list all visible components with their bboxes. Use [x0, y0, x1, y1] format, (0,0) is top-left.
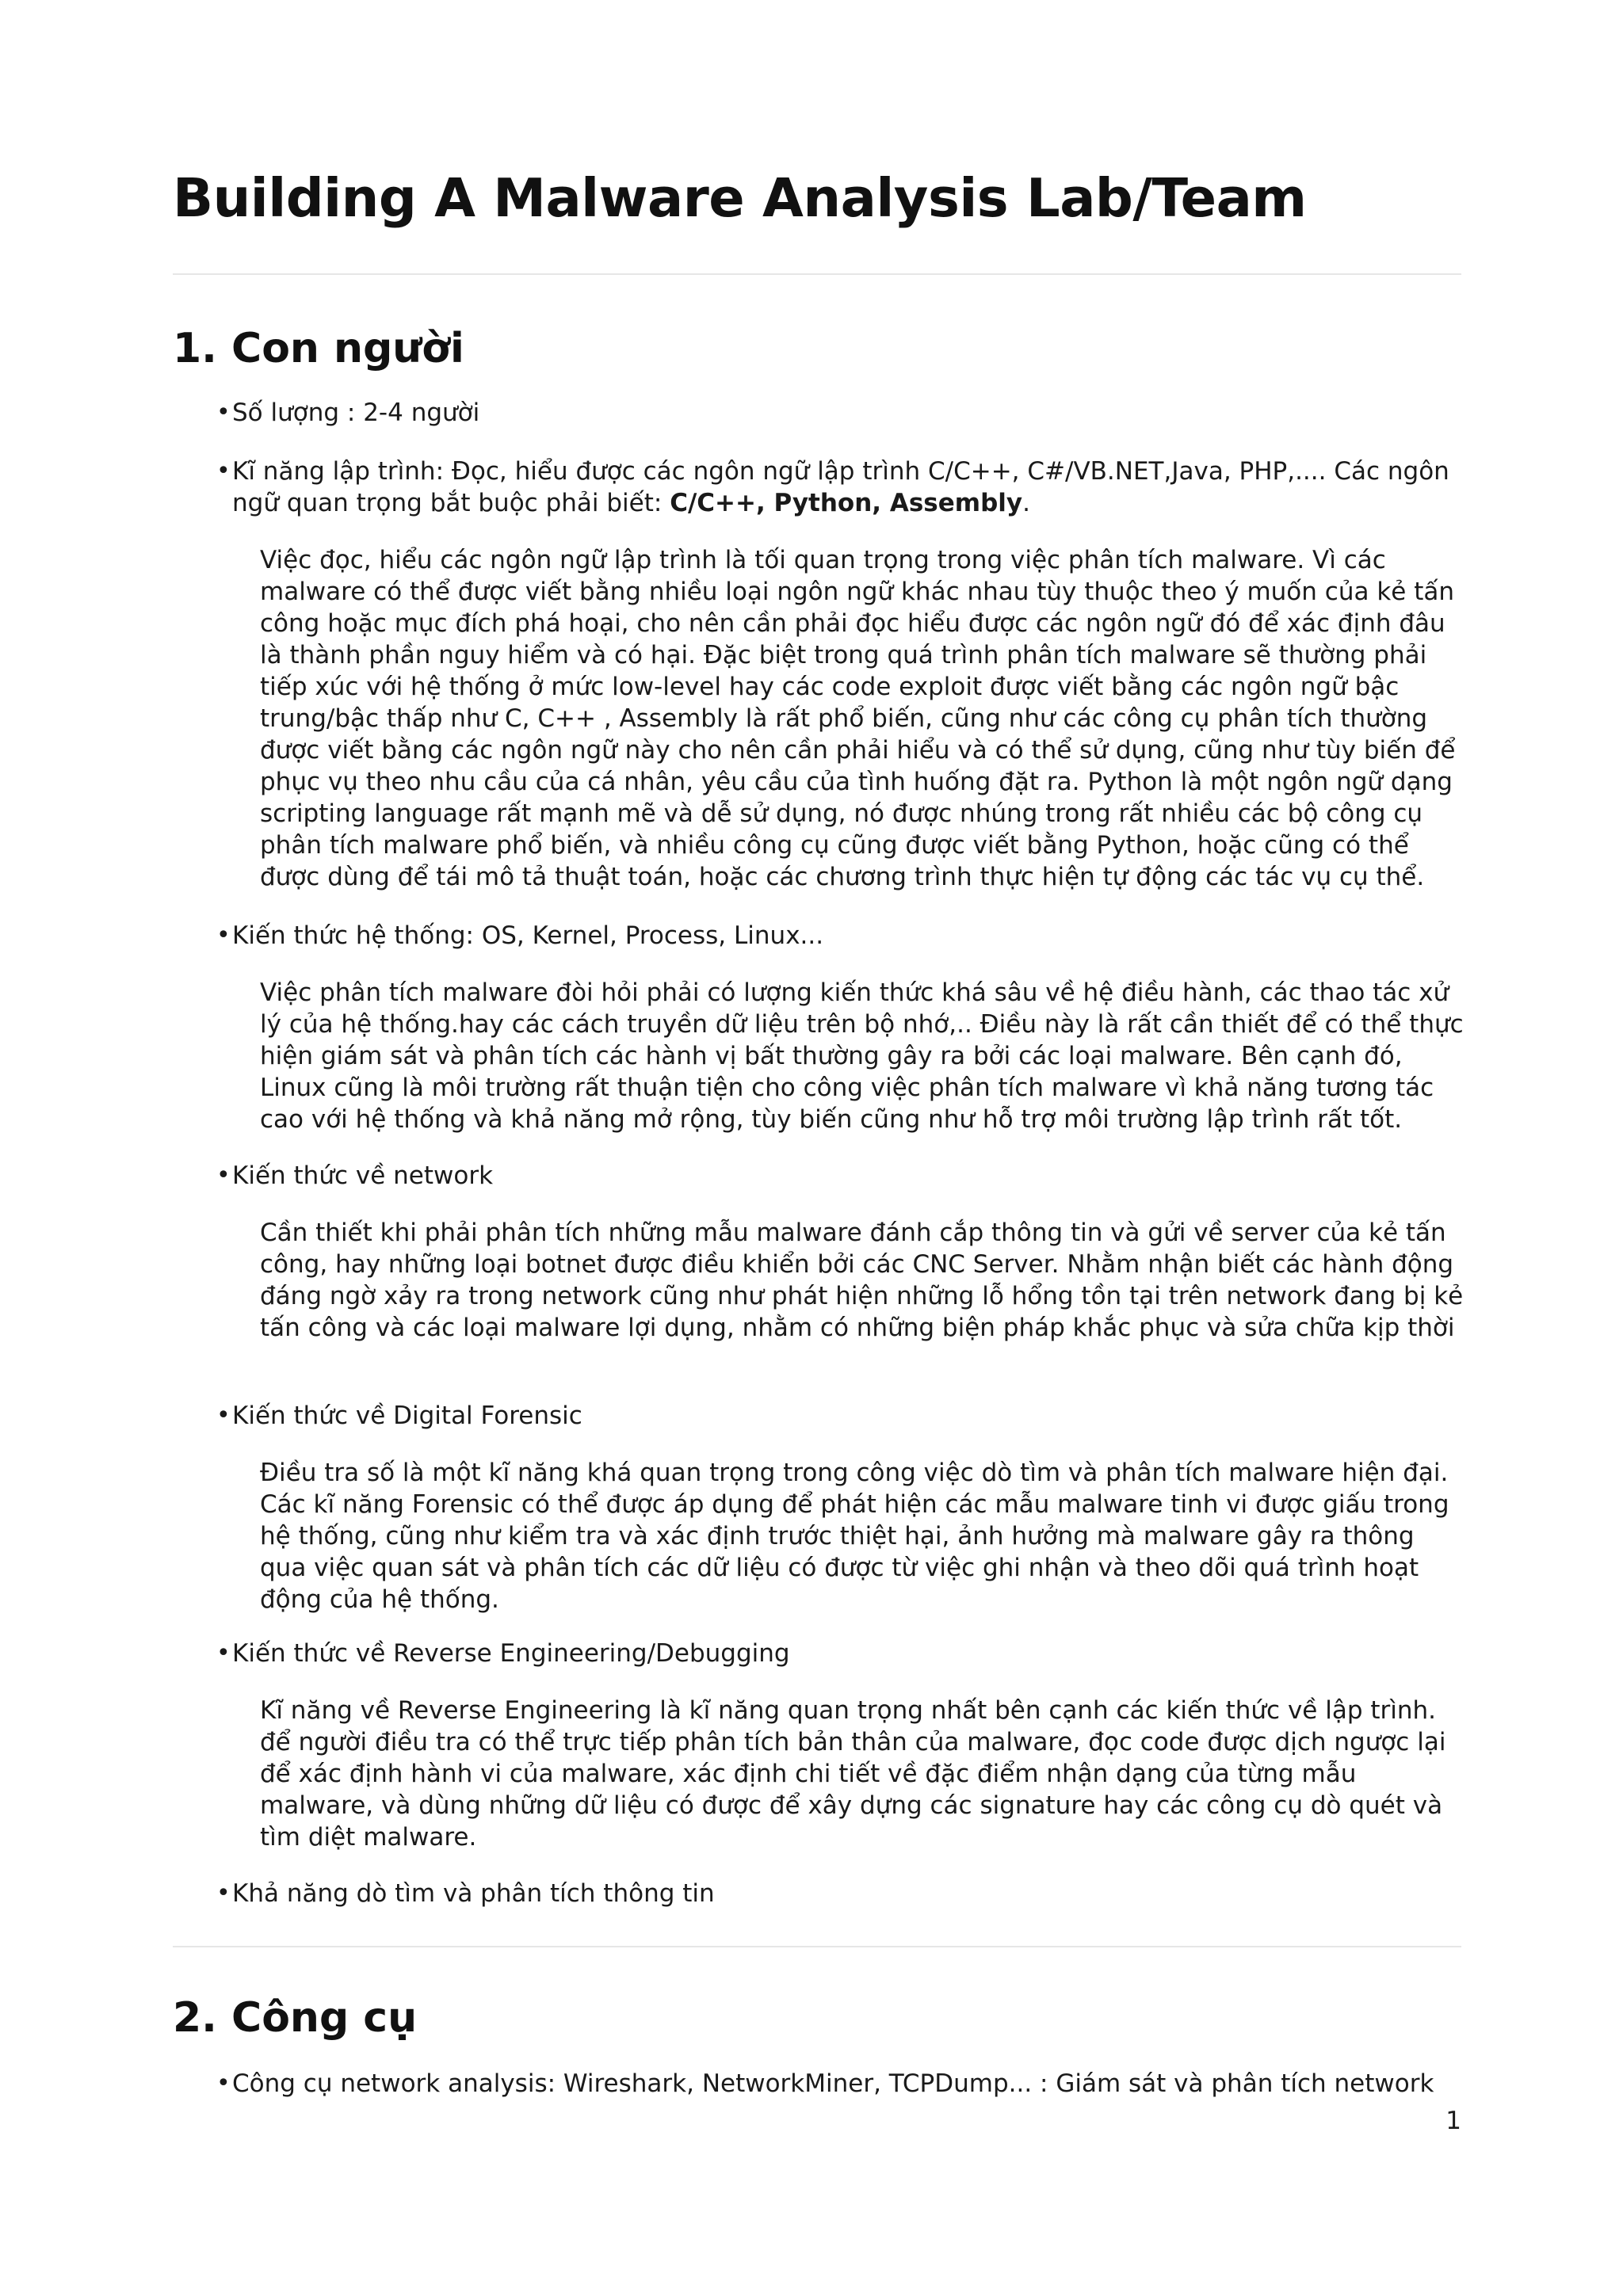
list-item — [216, 456, 1468, 519]
title-divider — [173, 273, 1461, 275]
list-item-text — [232, 456, 1468, 519]
list-item-text: Công cụ network analysis: Wireshark, NetworkMiner, TCPDump... : Giám sát và phân tích network — [232, 2069, 1434, 2098]
paragraph-system-knowledge: Việc phân tích malware đòi hỏi phải có lượng kiến thức khá sâu về hệ điều hành, các thao tác xử lý của hệ thống.hay các cách truyền dữ liệu trên bộ nhớ,.. Điều này là rất cần thiết để có thể thực hiện giám sát và phân tích các hành vị bất thường gây ra bởi các loại malware. Bên cạnh đó, Linux cũng là môi trường rất thuận tiện cho công việc phân tích malware vì khả năng tương tác cao với hệ thống và khả năng mở rộng, tùy biến cũng như hỗ trợ môi trường lập trình rất tốt. — [260, 978, 1464, 1134]
list-item — [216, 920, 1468, 952]
paragraph-reverse-engineering: Kĩ năng về Reverse Engineering là kĩ năng quan trọng nhất bên cạnh các kiến thức về lập trình. để người điều tra có thể trực tiếp phân tích bản thân của malware, đọc code được dịch ngược lại để xác định hành vi của malware, xác định chi tiết về đặc điểm nhận dạng của từng mẫu malware, và dùng những dữ liệu có được để xây dựng các signature hay các công cụ dò quét và tìm diệt malware. — [260, 1696, 1446, 1852]
list-item-text: Kiến thức về network — [232, 1161, 494, 1190]
bullet-icon: • — [216, 1402, 231, 1429]
list-item — [216, 1638, 1468, 1669]
list-item-text: Kiến thức về Digital Forensic — [232, 1402, 582, 1430]
bullet-icon: • — [216, 2069, 231, 2097]
list-item — [216, 1160, 1468, 1192]
section-divider — [173, 1946, 1461, 1947]
list-item-text: Khả năng dò tìm và phân tích thông tin — [232, 1879, 715, 1908]
list-item-text: Kiến thức hệ thống: OS, Kernel, Process, Linux... — [232, 921, 824, 950]
paragraph-programming-skills: Việc đọc, hiểu các ngôn ngữ lập trình là tối quan trọng trong việc phân tích malware. Vì các malware có thể được viết bằng nhiều loại ngôn ngữ khác nhau tùy thuộc theo ý muốn của kẻ tấn công hoặc mục đích phá hoại, cho nên cần phải đọc hiểu được các ngôn ngữ đó để xác định đâu là thành phần nguy hiểm và có hại. Đặc biệt trong quá trình phân tích malware sẽ thường phải tiếp xúc với hệ thống ở mức low-level hay các code exploit được viết bằng các ngôn ngữ bậc trung/bậc thấp như C, C++ , Assembly là rất phổ biến, cũng như các công cụ phân tích thường được viết bằng các ngôn ngữ này cho nên cần phải hiểu và có thể sử dụng, cũng như tùy biến để phục vụ theo nhu cầu của cá nhân, yêu cầu của tình huống đặt ra. Python là một ngôn ngữ dạng scripting language rất mạnh mẽ và dễ sử dụng, nó được nhúng trong rất nhiều các bộ công cụ phân tích malware phổ biến, và nhiều công cụ cũng được viết bằng Python, hoặc cũng có thể được dùng để tái mô tả thuật toán, hoặc các chương trình thực hiện tự động các tác vụ cụ thể. — [260, 546, 1456, 891]
list-item-text-suffix: . — [1022, 489, 1030, 517]
document-title: Building A Malware Analysis Lab/Team — [173, 167, 1307, 229]
page-number: 1 — [1445, 2107, 1461, 2135]
list-item — [216, 1400, 1468, 1432]
bullet-icon: • — [216, 921, 231, 949]
section-heading-con-nguoi: 1. Con người — [173, 325, 464, 372]
list-item-text: Số lượng : 2-4 người — [232, 399, 480, 427]
document-page — [173, 0, 1464, 2296]
list-item-bold-languages: C/C++, Python, Assembly — [670, 489, 1023, 517]
list-item-text-prefix: Kĩ năng lập trình: Đọc, hiểu được các ngôn ngữ lập trình C/C++, C#/VB.NET,Java, PHP,.... Các ngôn ngữ quan trọng bắt buộc phải biết: — [232, 457, 1449, 517]
bullet-icon: • — [216, 1161, 231, 1189]
bullet-icon: • — [216, 1879, 231, 1907]
list-item — [216, 397, 1468, 429]
section-heading-cong-cu: 2. Công cụ — [173, 1994, 418, 2042]
list-item — [216, 2068, 1468, 2100]
bullet-icon: • — [216, 457, 231, 485]
bullet-icon: • — [216, 399, 231, 426]
list-item — [216, 1878, 1468, 1909]
bullet-icon: • — [216, 1639, 231, 1667]
paragraph-network-knowledge: Cần thiết khi phải phân tích những mẫu malware đánh cắp thông tin và gửi về server của kẻ tấn công, hay những loại botnet được điều khiển bởi các CNC Server. Nhằm nhận biết các hành động đáng ngờ xảy ra trong network cũng như phát hiện những lỗ hổng tồn tại trên network đang bị kẻ tấn công và các loại malware lợi dụng, nhằm có những biện pháp khắc phục và sửa chữa kịp thời — [260, 1219, 1464, 1342]
paragraph-digital-forensic: Điều tra số là một kĩ năng khá quan trọng trong công việc dò tìm và phân tích malware hiện đại. Các kĩ năng Forensic có thể được áp dụng để phát hiện các mẫu malware tinh vi được giấu trong hệ thống, cũng như kiểm tra và xác định trước thiệt hại, ảnh hưởng mà malware gây ra thông qua việc quan sát và phân tích các dữ liệu có được từ việc ghi nhận và theo dõi quá trình hoạt động của hệ thống. — [260, 1459, 1449, 1614]
list-item-text: Kiến thức về Reverse Engineering/Debugging — [232, 1639, 790, 1668]
